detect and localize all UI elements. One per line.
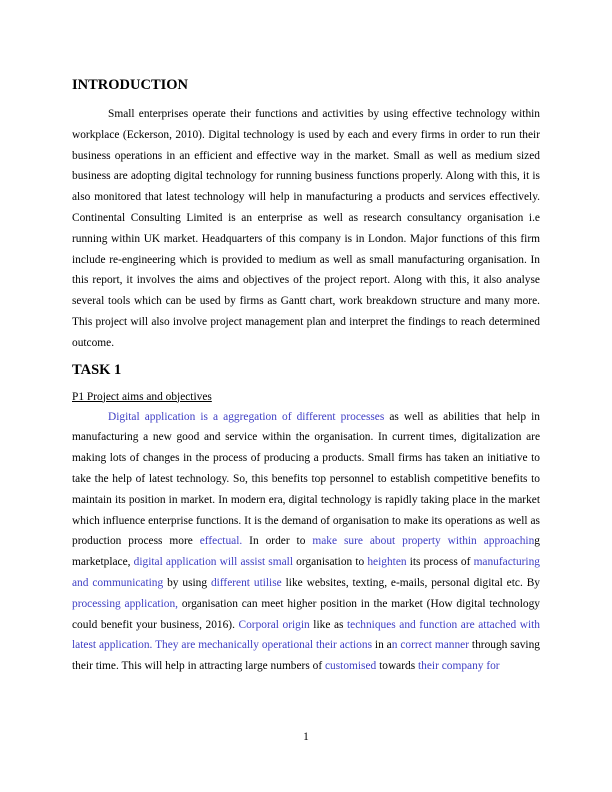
- highlighted-text-segment: Corporal origin: [238, 618, 310, 631]
- text-segment: like websites, texting, e-mails, personal digital etc. By: [281, 576, 540, 589]
- highlighted-text-segment: effectual.: [199, 535, 243, 548]
- text-segment: towards: [376, 660, 418, 673]
- highlighted-text-segment: Digital application is a aggregation of different processes: [108, 410, 385, 423]
- text-segment: through saving their time. This will help in attracting large numbers of: [72, 639, 540, 673]
- task1-subheading: P1 Project aims and objectives: [72, 390, 212, 403]
- text-segment: its process of: [406, 556, 474, 569]
- text-segment: organisation to: [292, 556, 368, 569]
- introduction-paragraph: Small enterprises operate their functions and activities by using effective technology within workplace (Eckerson, 2010). Digital technology is used by each and every firms in order to run their business operations in an efficient and effective way in the market. Small as well as medium sized business are adopting digital technology for running business functions properly. Along with this, it is also monitored that latest technology will help in manufacturing a products and services effectively. Continental Consulting Limited is an enterprise as well as research consultancy organisation i.e running within UK market. Headquarters of this company is in London. Major functions of this firm include re-engineering which is provided to medium as well as small manufacturing organisation. In this report, it involves the aims and objectives of the project report. Along with this, it also analyse several tools which can be used by firms as Gantt chart, work breakdown structure and many more. This project will also involve project management plan and interpret the findings to reach determined outcome.: [72, 108, 540, 349]
- task1-heading: TASK 1: [72, 361, 122, 378]
- highlighted-text-segment: digital application will assist small: [133, 556, 293, 569]
- highlighted-text-segment: different utilise: [210, 576, 282, 589]
- text-segment: organisation can meet higher position in the market (How digital technology could benefit your business, 2016).: [72, 597, 540, 631]
- highlighted-text-segment: techniques and function are attached with latest application. They are mechanically operational their actions: [72, 618, 541, 652]
- text-segment: by using: [163, 576, 211, 589]
- text-segment: g marketplace,: [72, 535, 540, 569]
- highlighted-text-segment: their company for: [418, 660, 500, 673]
- highlighted-text-segment: make sure about property within approachin: [312, 535, 535, 548]
- page-content: [72, 76, 540, 677]
- highlighted-text-segment: n correct manner: [391, 639, 470, 652]
- highlighted-text-segment: customised: [324, 660, 377, 673]
- highlighted-text-segment: manufacturing and communicating: [72, 556, 540, 589]
- introduction-heading: INTRODUCTION: [72, 77, 189, 93]
- text-segment: In order to: [242, 535, 313, 548]
- highlighted-text-segment: heighten: [367, 556, 407, 569]
- task1-paragraph: [72, 407, 540, 677]
- text-segment: as well as abilities that help in manufacturing a new good and service within the organisation. In current times, digitalization are making lots of changes in the process of producing a products. Small firms has taken an initiative to take the help of latest technology. So, this benefits top personnel to establish competitive benefits to maintain its position in market. In modern era, digital technology is rapidly taking place in the market which influence enterprise functions. It is the demand of organisation to make its operations as well as production process more: [72, 410, 540, 548]
- page-number: 1: [303, 731, 309, 743]
- highlighted-text-segment: processing application,: [72, 597, 178, 610]
- text-segment: in a: [372, 639, 392, 652]
- text-segment: like as: [309, 618, 347, 631]
